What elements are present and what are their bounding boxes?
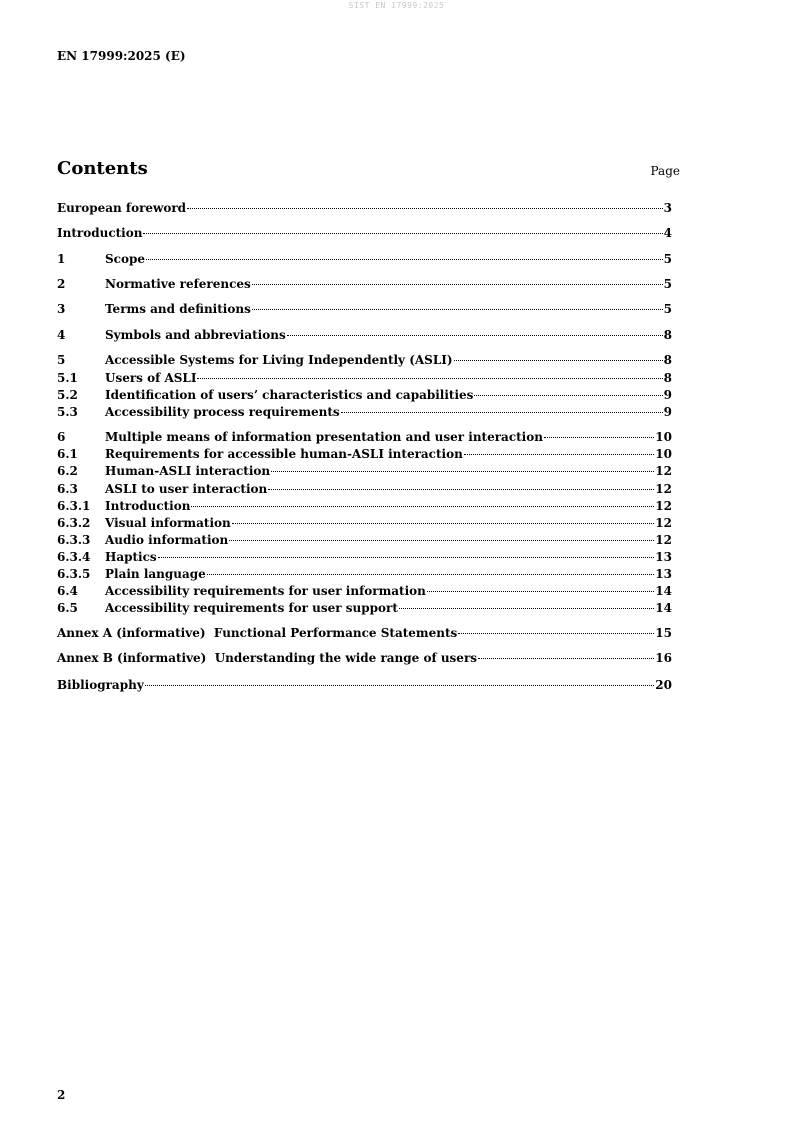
toc-title: ASLI to user interaction (105, 482, 268, 496)
toc-page-number: 4 (663, 226, 672, 240)
toc-page-number: 12 (655, 533, 672, 547)
toc-title: Introduction (57, 226, 143, 240)
toc-number: 6.3.3 (57, 533, 91, 547)
toc-entry[interactable] (57, 677, 672, 693)
toc-leader-dots (146, 259, 663, 260)
toc-leader-dots (158, 557, 655, 558)
toc-title: Annex A (informative) Functional Performance Statements (57, 626, 458, 640)
toc-page-number: 10 (655, 430, 672, 444)
toc-entry[interactable] (57, 481, 672, 497)
toc-leader-dots (143, 233, 662, 234)
toc-title: Symbols and abbreviations (105, 328, 286, 342)
footer-page-number: 2 (57, 1088, 66, 1102)
toc-page-number: 12 (655, 499, 672, 513)
toc-entry[interactable] (57, 650, 672, 666)
toc-leader-dots (252, 309, 663, 310)
toc-entry[interactable] (57, 532, 672, 548)
toc-page-number: 8 (663, 371, 672, 385)
toc-entry[interactable] (57, 404, 672, 420)
toc-title: Normative references (105, 277, 251, 291)
toc-number: 6.1 (57, 447, 78, 461)
toc-leader-dots (399, 608, 654, 609)
toc-number: 2 (57, 277, 66, 291)
toc-leader-dots (427, 591, 654, 592)
toc-page-number: 12 (655, 482, 672, 496)
toc-number: 1 (57, 252, 66, 266)
toc-title: Users of ASLI (105, 371, 197, 385)
document-id: EN 17999:2025 (E) (57, 49, 186, 63)
toc-title: European foreword (57, 201, 187, 215)
toc-title: Audio information (105, 533, 229, 547)
toc-page-number: 12 (655, 464, 672, 478)
toc-number: 5.1 (57, 371, 78, 385)
toc-entry[interactable] (57, 225, 672, 241)
toc-title: Haptics (105, 550, 157, 564)
watermark: SIST EN 17999:2025 (348, 1, 445, 10)
toc-leader-dots (232, 523, 655, 524)
toc-number: 6 (57, 430, 66, 444)
toc-leader-dots (187, 208, 663, 209)
toc-entry[interactable] (57, 276, 672, 292)
toc-number: 6.3.2 (57, 516, 91, 530)
toc-title: Accessibility requirements for user support (105, 601, 398, 615)
toc-page-number: 5 (663, 302, 672, 316)
toc-entry[interactable] (57, 251, 672, 267)
toc-leader-dots (458, 633, 654, 634)
toc-entry[interactable] (57, 515, 672, 531)
toc-leader-dots (145, 685, 655, 686)
toc-leader-dots (341, 412, 663, 413)
toc-page-number: 9 (663, 405, 672, 419)
toc-title: Visual information (105, 516, 231, 530)
toc-leader-dots (478, 658, 654, 659)
toc-leader-dots (464, 454, 654, 455)
toc-title: Introduction (105, 499, 191, 513)
toc-title: Identification of users’ characteristics and capabilities (105, 388, 474, 402)
toc-page-number: 5 (663, 252, 672, 266)
toc-leader-dots (544, 437, 654, 438)
toc-number: 6.3.1 (57, 499, 91, 513)
toc-entry[interactable] (57, 387, 672, 403)
toc-page-number: 16 (655, 651, 672, 665)
toc-page-number: 9 (663, 388, 672, 402)
toc-leader-dots (268, 489, 654, 490)
toc-page-number: 15 (655, 626, 672, 640)
toc-title: Accessibility requirements for user information (105, 584, 426, 598)
toc-page-number: 3 (663, 201, 672, 215)
toc-number: 6.2 (57, 464, 78, 478)
toc-entry[interactable] (57, 446, 672, 462)
toc-number: 4 (57, 328, 66, 342)
toc-leader-dots (454, 360, 663, 361)
toc-entry[interactable] (57, 370, 672, 386)
toc-title: Human-ASLI interaction (105, 464, 271, 478)
toc-number: 6.4 (57, 584, 78, 598)
toc-entry[interactable] (57, 583, 672, 599)
toc-page-number: 8 (663, 353, 672, 367)
toc-entry[interactable] (57, 498, 672, 514)
toc-page-number: 10 (655, 447, 672, 461)
toc-title: Scope (105, 252, 146, 266)
contents-title: Contents (57, 158, 148, 179)
toc-leader-dots (229, 540, 654, 541)
toc-number: 6.3.5 (57, 567, 91, 581)
toc-entry[interactable] (57, 429, 672, 445)
toc-entry[interactable] (57, 600, 672, 616)
toc-leader-dots (287, 335, 663, 336)
toc-title: Multiple means of information presentation and user interaction (105, 430, 543, 444)
toc-entry[interactable] (57, 352, 672, 368)
toc-leader-dots (474, 395, 662, 396)
toc-leader-dots (197, 378, 662, 379)
toc-page-number: 12 (655, 516, 672, 530)
toc-title: Accessibility process requirements (105, 405, 340, 419)
toc-number: 6.5 (57, 601, 78, 615)
toc-page-number: 13 (655, 567, 672, 581)
toc-leader-dots (191, 506, 654, 507)
toc-page-number: 13 (655, 550, 672, 564)
toc-page-number: 20 (655, 678, 672, 692)
toc-leader-dots (252, 284, 663, 285)
toc-entry[interactable] (57, 625, 672, 641)
toc-number: 5.3 (57, 405, 78, 419)
toc-entry[interactable] (57, 301, 672, 317)
toc-title: Bibliography (57, 678, 144, 692)
page-column-label: Page (650, 164, 680, 178)
toc-number: 6.3 (57, 482, 78, 496)
toc-page-number: 14 (655, 601, 672, 615)
toc-leader-dots (271, 471, 654, 472)
toc-number: 5 (57, 353, 66, 367)
toc-leader-dots (207, 574, 655, 575)
toc-title: Requirements for accessible human-ASLI interaction (105, 447, 463, 461)
toc-title: Plain language (105, 567, 206, 581)
toc-number: 6.3.4 (57, 550, 91, 564)
toc-number: 3 (57, 302, 66, 316)
toc-entry[interactable] (57, 463, 672, 479)
toc-page-number: 5 (663, 277, 672, 291)
toc-title: Terms and definitions (105, 302, 251, 316)
toc-page-number: 14 (655, 584, 672, 598)
toc-entry[interactable] (57, 327, 672, 343)
toc-entry[interactable] (57, 549, 672, 565)
toc-title: Annex B (informative) Understanding the wide range of users (57, 651, 478, 665)
toc-entry[interactable] (57, 200, 672, 216)
toc-title: Accessible Systems for Living Independently (ASLI) (105, 353, 453, 367)
toc-number: 5.2 (57, 388, 78, 402)
toc-entry[interactable] (57, 566, 672, 582)
toc-page-number: 8 (663, 328, 672, 342)
